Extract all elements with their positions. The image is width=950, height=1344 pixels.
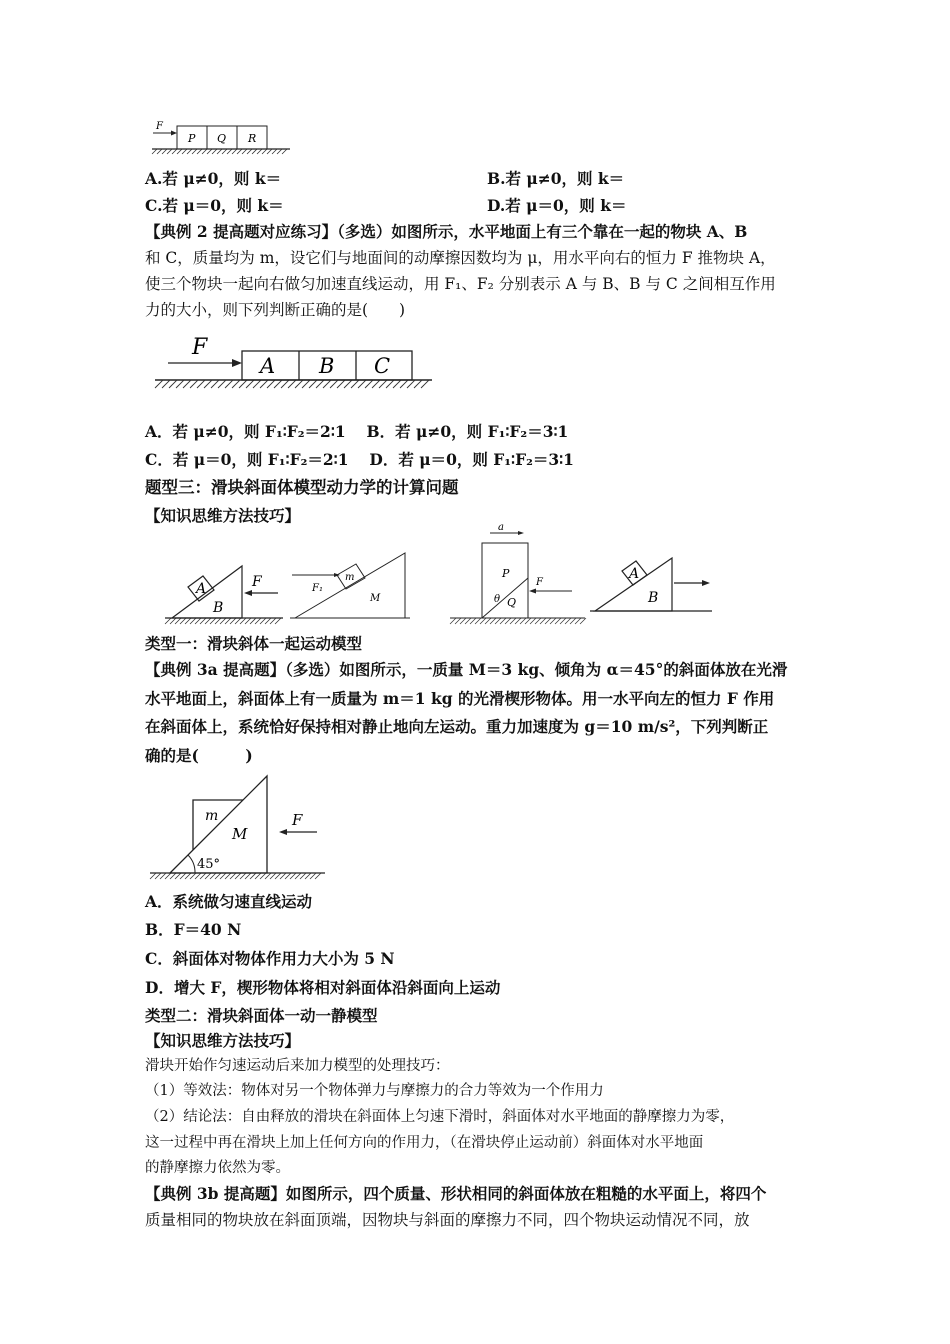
ground-hatch bbox=[351, 380, 359, 388]
ground-hatch bbox=[215, 618, 221, 624]
ground-hatch bbox=[257, 149, 262, 154]
ground-hatch bbox=[275, 873, 281, 879]
ground-hatch bbox=[555, 618, 561, 624]
example2-text: 和 C，质量均为 m，设它们与地面间的动摩擦因数均为 μ，用水平向右的恒力 F 推物块 A， bbox=[145, 249, 776, 267]
type2-point: 的静摩擦力依然为零。 bbox=[145, 1160, 290, 1176]
fig3-label: P bbox=[502, 567, 510, 580]
ground-hatch bbox=[344, 380, 352, 388]
ground-hatch bbox=[237, 149, 242, 154]
ground-hatch bbox=[500, 618, 506, 624]
example3b-line: 质量相同的物块放在斜面顶端，因物块与斜面的摩擦力不同，四个物块运动情况不同，放 bbox=[145, 1211, 750, 1229]
ground-hatch bbox=[230, 873, 236, 879]
ground-hatch bbox=[202, 149, 207, 154]
ground-hatch bbox=[535, 618, 541, 624]
ground-hatch bbox=[560, 618, 566, 624]
ground-hatch bbox=[180, 618, 186, 624]
fig3-label: A bbox=[196, 581, 207, 597]
ground-hatch bbox=[207, 149, 212, 154]
ground-hatch bbox=[337, 380, 345, 388]
ground-hatch bbox=[460, 618, 466, 624]
ground-hatch bbox=[232, 149, 237, 154]
ground-hatch bbox=[260, 618, 266, 624]
figure-wedge-45 bbox=[145, 770, 330, 885]
ground-hatch bbox=[316, 380, 324, 388]
ground-hatch bbox=[190, 380, 198, 388]
q3-option-c: C．斜面体对物体作用力大小为 5 N bbox=[145, 949, 395, 968]
type2-point: （1）等效法：物体对另一个物体弹力与摩擦力的合力等效为一个作用力 bbox=[145, 1083, 604, 1099]
ground-hatch bbox=[239, 380, 247, 388]
ground-hatch bbox=[240, 618, 246, 624]
ground-hatch bbox=[570, 618, 576, 624]
ground-hatch bbox=[277, 149, 282, 154]
ground-hatch bbox=[190, 618, 196, 624]
fig3-label: m bbox=[345, 572, 355, 583]
ground-hatch bbox=[540, 618, 546, 624]
ground-hatch bbox=[210, 618, 216, 624]
ground-hatch bbox=[365, 380, 373, 388]
section-title: 题型三：滑块斜面体模型动力学的计算问题 bbox=[145, 478, 459, 497]
ground-hatch bbox=[220, 873, 226, 879]
fig4-big-label: M bbox=[232, 825, 248, 843]
ground-hatch bbox=[414, 380, 422, 388]
ground-hatch bbox=[225, 873, 231, 879]
ground-hatch bbox=[200, 873, 206, 879]
ground-hatch bbox=[205, 873, 211, 879]
ground-hatch bbox=[176, 380, 184, 388]
type2-point: （2）结论法：自由释放的滑块在斜面体上匀速下滑时，斜面体对水平地面的静摩擦力为零， bbox=[145, 1109, 735, 1125]
ground-hatch bbox=[267, 149, 272, 154]
q3-option-a: A．系统做匀速直线运动 bbox=[145, 892, 313, 911]
ground-hatch bbox=[280, 873, 286, 879]
ground-hatch bbox=[480, 618, 486, 624]
ground-hatch bbox=[210, 873, 216, 879]
fig1-block-label: P bbox=[188, 132, 196, 145]
ground-hatch bbox=[155, 380, 163, 388]
ground-hatch bbox=[175, 873, 181, 879]
ground-hatch bbox=[185, 873, 191, 879]
ground-hatch bbox=[217, 149, 222, 154]
ground-hatch bbox=[172, 149, 177, 154]
ground-hatch bbox=[262, 149, 267, 154]
ground-hatch bbox=[183, 380, 191, 388]
ground-hatch bbox=[295, 380, 303, 388]
fig3-label: F bbox=[252, 574, 262, 590]
ground-hatch bbox=[245, 873, 251, 879]
method-heading: 【知识思维方法技巧】 bbox=[145, 1031, 301, 1050]
ground-hatch bbox=[222, 149, 227, 154]
example3a-line: 在斜面体上，系统恰好保持相对静止地向左运动。重力加速度为 g＝10 m/s²，下列判断正 bbox=[145, 717, 769, 736]
ground-hatch bbox=[162, 380, 170, 388]
fig4-small-label: m bbox=[205, 808, 219, 824]
ground-hatch bbox=[510, 618, 516, 624]
example2-text: 使三个物块一起向右做匀加速直线运动，用 F₁、F₂ 分别表示 A 与 B、B 与 C 之间相互作用 bbox=[145, 275, 776, 293]
ground-hatch bbox=[315, 873, 321, 879]
ground-hatch bbox=[323, 380, 331, 388]
ground-hatch bbox=[358, 380, 366, 388]
ground-hatch bbox=[195, 618, 201, 624]
ground-hatch bbox=[302, 380, 310, 388]
ground-hatch bbox=[167, 149, 172, 154]
type2-intro: 滑块开始作匀速运动后来加力模型的处理技巧： bbox=[145, 1058, 450, 1074]
fig3-label: F₁ bbox=[312, 583, 323, 594]
ground-hatch bbox=[212, 149, 217, 154]
fig2-block-label: B bbox=[319, 354, 335, 378]
q2-options-row: A．若 μ≠0，则 F₁∶F₂＝2∶1 B．若 μ≠0，则 F₁∶F₂＝3∶1 bbox=[145, 422, 569, 441]
ground-hatch bbox=[545, 618, 551, 624]
example2-text: 【典例 2 提高题对应练习】（多选）如图所示，水平地面上有三个靠在一起的物块 A、B bbox=[145, 222, 748, 241]
ground-hatch bbox=[180, 873, 186, 879]
ground-hatch bbox=[232, 380, 240, 388]
ground-hatch bbox=[455, 618, 461, 624]
ground-hatch bbox=[281, 380, 289, 388]
ground-hatch bbox=[485, 618, 491, 624]
ground-hatch bbox=[330, 380, 338, 388]
fig4-angle-label: 45° bbox=[197, 857, 221, 872]
fig3-label: θ bbox=[494, 594, 501, 605]
ground-hatch bbox=[152, 149, 157, 154]
method-heading: 【知识思维方法技巧】 bbox=[145, 506, 301, 525]
ground-hatch bbox=[407, 380, 415, 388]
ground-hatch bbox=[160, 873, 166, 879]
example3b-text: 【典例 3b 提高题】如图所示，四个质量、形状相同的斜面体放在粗糙的水平面上，将四个 bbox=[145, 1184, 767, 1203]
ground-hatch bbox=[288, 380, 296, 388]
ground-hatch bbox=[272, 149, 277, 154]
example3a-line: 【典例 3a 提高题】（多选）如图所示，一质量 M＝3 kg、倾角为 α＝45°的斜面体放在光滑 bbox=[145, 660, 788, 679]
ground-hatch bbox=[421, 380, 429, 388]
fig4-force-label: F bbox=[292, 811, 303, 829]
ground-hatch bbox=[282, 149, 287, 154]
fig2-block-label: A bbox=[260, 354, 276, 378]
ground-hatch bbox=[155, 873, 161, 879]
ground-hatch bbox=[565, 618, 571, 624]
fig3-label: F bbox=[536, 577, 543, 588]
figure-abc-blocks bbox=[150, 330, 435, 395]
figure-wedge-models bbox=[140, 523, 715, 628]
ground-hatch bbox=[242, 149, 247, 154]
fig3-label: Q bbox=[507, 596, 517, 609]
ground-hatch bbox=[372, 380, 380, 388]
ground-hatch bbox=[170, 618, 176, 624]
fig2-block-label: C bbox=[374, 354, 391, 378]
ground-hatch bbox=[270, 873, 276, 879]
ground-hatch bbox=[267, 380, 275, 388]
ground-hatch bbox=[192, 149, 197, 154]
fig2-force-label: F bbox=[192, 335, 208, 360]
example2-line bbox=[145, 222, 747, 242]
ground-hatch bbox=[505, 618, 511, 624]
q3-option-d: D．增大 F，楔形物体将相对斜面体沿斜面向上运动 bbox=[145, 978, 501, 997]
ground-hatch bbox=[175, 618, 181, 624]
ground-hatch bbox=[290, 873, 296, 879]
ground-hatch bbox=[386, 380, 394, 388]
ground-hatch bbox=[235, 618, 241, 624]
option-b: B.若 μ≠0，则 k＝ bbox=[487, 169, 625, 188]
fig3-label: B bbox=[213, 600, 224, 616]
ground-hatch bbox=[530, 618, 536, 624]
ground-hatch bbox=[379, 380, 387, 388]
ground-hatch bbox=[285, 873, 291, 879]
ground-hatch bbox=[200, 618, 206, 624]
ground-hatch bbox=[465, 618, 471, 624]
ground-hatch bbox=[197, 149, 202, 154]
ground-hatch bbox=[580, 618, 586, 624]
ground-hatch bbox=[520, 618, 526, 624]
option-d: D.若 μ＝0，则 k＝ bbox=[487, 196, 627, 215]
ground-hatch bbox=[515, 618, 521, 624]
ground-hatch bbox=[252, 149, 257, 154]
ground-hatch bbox=[177, 149, 182, 154]
option-a: A.若 μ≠0，则 k＝ bbox=[145, 169, 282, 188]
ground-hatch bbox=[246, 380, 254, 388]
ground-hatch bbox=[255, 618, 261, 624]
ground-hatch bbox=[185, 618, 191, 624]
example2-text: 力的大小，则下列判断正确的是( ) bbox=[145, 301, 406, 319]
ground-hatch bbox=[235, 873, 241, 879]
ground-hatch bbox=[255, 873, 261, 879]
ground-hatch bbox=[240, 873, 246, 879]
ground-hatch bbox=[182, 149, 187, 154]
ground-hatch bbox=[215, 873, 221, 879]
fig1-block-label: R bbox=[248, 132, 257, 145]
ground-hatch bbox=[270, 618, 276, 624]
ground-hatch bbox=[230, 618, 236, 624]
ground-hatch bbox=[260, 380, 268, 388]
fig1-force-label: F bbox=[156, 121, 163, 132]
ground-hatch bbox=[575, 618, 581, 624]
example3a-line: 确的是( ) bbox=[145, 746, 253, 765]
ground-hatch bbox=[495, 618, 501, 624]
ground-hatch bbox=[220, 618, 226, 624]
ground-hatch bbox=[247, 149, 252, 154]
ground-hatch bbox=[260, 873, 266, 879]
ground-hatch bbox=[170, 873, 176, 879]
ground-hatch bbox=[150, 873, 156, 879]
ground-hatch bbox=[393, 380, 401, 388]
type2-point: 这一过程中再在滑块上加上任何方向的作用力，（在滑块停止运动前）斜面体对水平地面 bbox=[145, 1135, 704, 1151]
ground-hatch bbox=[450, 618, 456, 624]
ground-hatch bbox=[205, 618, 211, 624]
ground-hatch bbox=[165, 618, 171, 624]
ground-hatch bbox=[162, 149, 167, 154]
fig3-label: A bbox=[629, 566, 640, 582]
fig3-label: a bbox=[498, 523, 504, 533]
example3a-line: 水平地面上，斜面体上有一质量为 m＝1 kg 的光滑楔形物体。用一水平向左的恒力 F 作用 bbox=[145, 689, 775, 708]
ground-hatch bbox=[169, 380, 177, 388]
ground-hatch bbox=[550, 618, 556, 624]
ground-hatch bbox=[305, 873, 311, 879]
ground-hatch bbox=[218, 380, 226, 388]
ground-hatch bbox=[490, 618, 496, 624]
ground-hatch bbox=[190, 873, 196, 879]
ground-hatch bbox=[225, 618, 231, 624]
ground-hatch bbox=[300, 873, 306, 879]
q2-options-row: C．若 μ＝0，则 F₁∶F₂＝2∶1 D．若 μ＝0，则 F₁∶F₂＝3∶1 bbox=[145, 450, 574, 469]
example2-line bbox=[145, 300, 405, 320]
ground-hatch bbox=[265, 873, 271, 879]
figure-pqr-blocks bbox=[150, 118, 295, 158]
ground-hatch bbox=[309, 380, 317, 388]
ground-hatch bbox=[470, 618, 476, 624]
ground-hatch bbox=[211, 380, 219, 388]
ground-hatch bbox=[245, 618, 251, 624]
ground-hatch bbox=[225, 380, 233, 388]
ground-hatch bbox=[250, 873, 256, 879]
fig3-label: B bbox=[648, 590, 659, 606]
ground-hatch bbox=[165, 873, 171, 879]
ground-hatch bbox=[197, 380, 205, 388]
ground-hatch bbox=[400, 380, 408, 388]
option-c: C.若 μ＝0，则 k＝ bbox=[145, 196, 284, 215]
ground-hatch bbox=[187, 149, 192, 154]
type2-title: 类型二：滑块斜面体一动一静模型 bbox=[145, 1006, 378, 1025]
example2-line bbox=[145, 248, 776, 268]
ground-hatch bbox=[310, 873, 316, 879]
ground-hatch bbox=[475, 618, 481, 624]
ground-hatch bbox=[195, 873, 201, 879]
example3b-line bbox=[145, 1184, 766, 1204]
type1-title: 类型一：滑块斜体一起运动模型 bbox=[145, 634, 363, 653]
example2-line bbox=[145, 274, 776, 294]
ground-hatch bbox=[157, 149, 162, 154]
ground-hatch bbox=[295, 873, 301, 879]
fig3-label: M bbox=[370, 593, 381, 604]
ground-hatch bbox=[204, 380, 212, 388]
ground-hatch bbox=[250, 618, 256, 624]
q3-option-b: B．F＝40 N bbox=[145, 920, 242, 939]
ground-hatch bbox=[253, 380, 261, 388]
ground-hatch bbox=[227, 149, 232, 154]
ground-hatch bbox=[275, 618, 281, 624]
ground-hatch bbox=[265, 618, 271, 624]
ground-hatch bbox=[525, 618, 531, 624]
fig1-block-label: Q bbox=[217, 132, 227, 145]
ground-hatch bbox=[274, 380, 282, 388]
